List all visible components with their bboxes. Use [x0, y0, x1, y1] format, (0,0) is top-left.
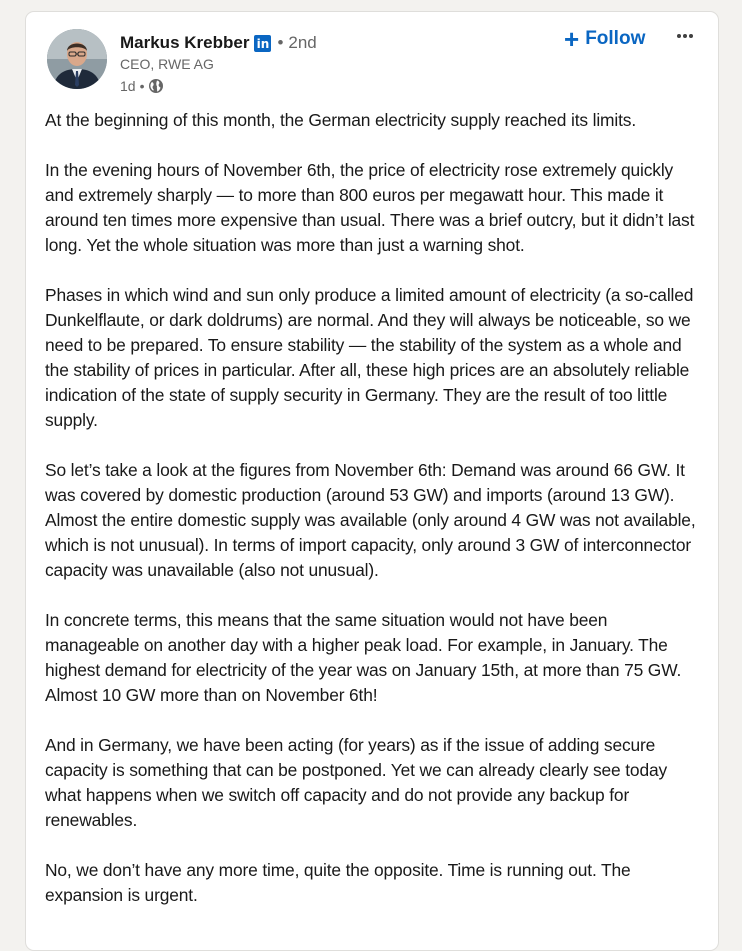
- post-time: 1d: [120, 78, 136, 94]
- globe-icon: [148, 78, 164, 94]
- author-block: [120, 32, 317, 95]
- connection-degree: • 2nd: [277, 33, 317, 52]
- post-text: [45, 108, 705, 933]
- post-paragraph: At the beginning of this month, the German electricity supply reached its limits.: [45, 110, 637, 130]
- linkedin-icon: in: [254, 35, 271, 52]
- author-name[interactable]: Markus Krebber: [120, 33, 250, 52]
- follow-button[interactable]: [564, 25, 645, 53]
- post-paragraph: So let’s take a look at the figures from November 6th: Demand was around 66 GW. It was covered by domestic production (around 53 GW) and imports (around 13 GW). Almost the entire domestic supply was available (only around 4 GW was not available, which is not unusual). In terms of import capacity, only around 3 GW of interconnector capacity was unavailable (also not unusual).: [45, 460, 696, 580]
- connection-degree-label: 2nd: [288, 33, 317, 52]
- avatar-photo: [47, 29, 107, 89]
- post-paragraph: No, we don’t have any more time, quite the opposite. Time is running out. The expansion is urgent.: [45, 860, 631, 905]
- post-paragraph: And in Germany, we have been acting (for years) as if the issue of adding secure capacity is something that can be postponed. Yet we can already clearly see today what happens when we switch off capacity and do not provide any backup for renewables.: [45, 735, 668, 830]
- post-card: [25, 11, 719, 951]
- meta-separator: •: [139, 78, 145, 94]
- post-meta: [120, 77, 317, 95]
- author-headline: CEO, RWE AG: [120, 56, 214, 72]
- post-paragraph: In the evening hours of November 6th, the price of electricity rose extremely quickly and extremely sharply — to more than 800 euros per megawatt hour. This made it around ten times more expensive than usual. There was a brief outcry, but it didn’t last long. Yet the whole situation was more than just a warning shot.: [45, 160, 695, 255]
- post-paragraph: In concrete terms, this means that the same situation would not have been manageable on another day with a higher peak load. For example, in January. The highest demand for electricity of the year was on January 15th, at more than 75 GW. Almost 10 GW more than on November 6th!: [45, 610, 682, 705]
- follow-label: Follow: [585, 28, 646, 49]
- avatar[interactable]: [47, 29, 107, 89]
- post-paragraph: Phases in which wind and sun only produce a limited amount of electricity (a so-called Dunkelflaute, or dark doldrums) are normal. And they will always be noticeable, so we need to be prepared. To ensure stability — the stability of the system as a whole and the stability of prices in particular. After all, these high prices are an absolutely reliable indication of the state of supply security in Germany. They are the result of too little supply.: [45, 285, 694, 430]
- plus-icon: +: [564, 24, 580, 54]
- more-horizontal-icon[interactable]: [671, 24, 699, 48]
- author-name-line: [120, 32, 317, 54]
